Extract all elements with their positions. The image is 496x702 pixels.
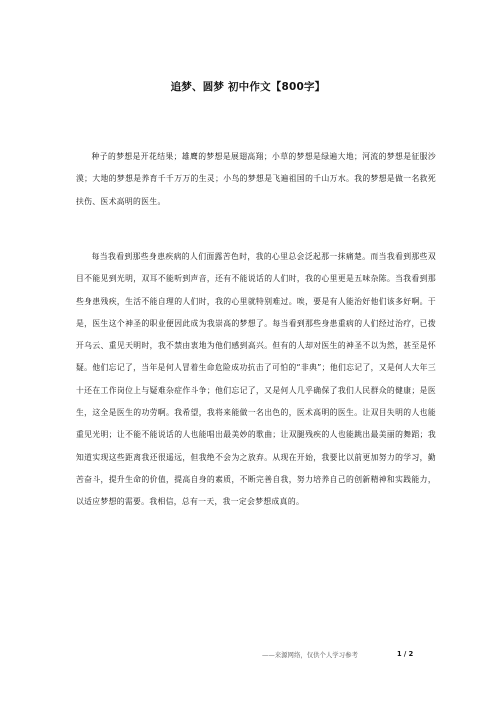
paragraph-1: 种子的梦想是开花结果；雄鹰的梦想是展翅高翔；小草的梦想是绿遍大地；河流的梦想是征服沙漠；大地的梦想是养育千千万万的生灵；小鸟的梦想是飞遍祖国的千山万水。我的梦想是做一名救死扶伤、医术高明的医生。 — [76, 152, 436, 206]
paragraph-2: 每当我看到那些身患疾病的人们面露苦色时，我的心里总会泛起那一抹痛楚。而当我看到那些双目不能见到光明，双耳不能听到声音，还有不能说话的人们时，我的心里更是五味杂陈。当我看到那些身患残疾，生活不能自理的人们时，我的心里就特别难过。唉，要是有人能治好他们该多好啊。于是，医生这个神圣的职业便因此成为我崇高的梦想了。每当看到那些身患重病的人们经过治疗，已拨开乌云、重见天明时，我不禁由衷地为他们感到高兴。但有的人却对医生的神圣不以为然，甚至是怀疑。他们忘记了，当年是何人冒着生命危险成功抗击了可怕的“非典”；他们忘记了，又是何人大年三十还在工作岗位上与疑难杂症作斗争；他们忘记了，又是何人几乎确保了我们人民群众的健康；是医生，这全是医生的功劳啊。我希望，我将来能做一名出色的，医术高明的医生。让双目失明的人也能重见光明；让不能不能说话的人也能唱出最美妙的歌曲；让双腿残疾的人也能跳出最美丽的舞蹈；我知道实现这些距离我还很遥远，但我绝不会为之放弃。从现在开始，我要比以前更加努力的学习，勤苦奋斗，提升生命的价值，提高自身的素质，不断完善自我，努力培养自己的创新精神和实践能力，以适应梦想的需要。我相信，总有一天，我一定会梦想成真的。 — [76, 252, 436, 507]
page-number: 1 / 2 — [397, 650, 414, 658]
document-title: 追梦、圆梦 初中作文【800字】 — [170, 81, 326, 93]
source-note: ——来源网络，仅供个人学习参考 — [262, 651, 358, 659]
